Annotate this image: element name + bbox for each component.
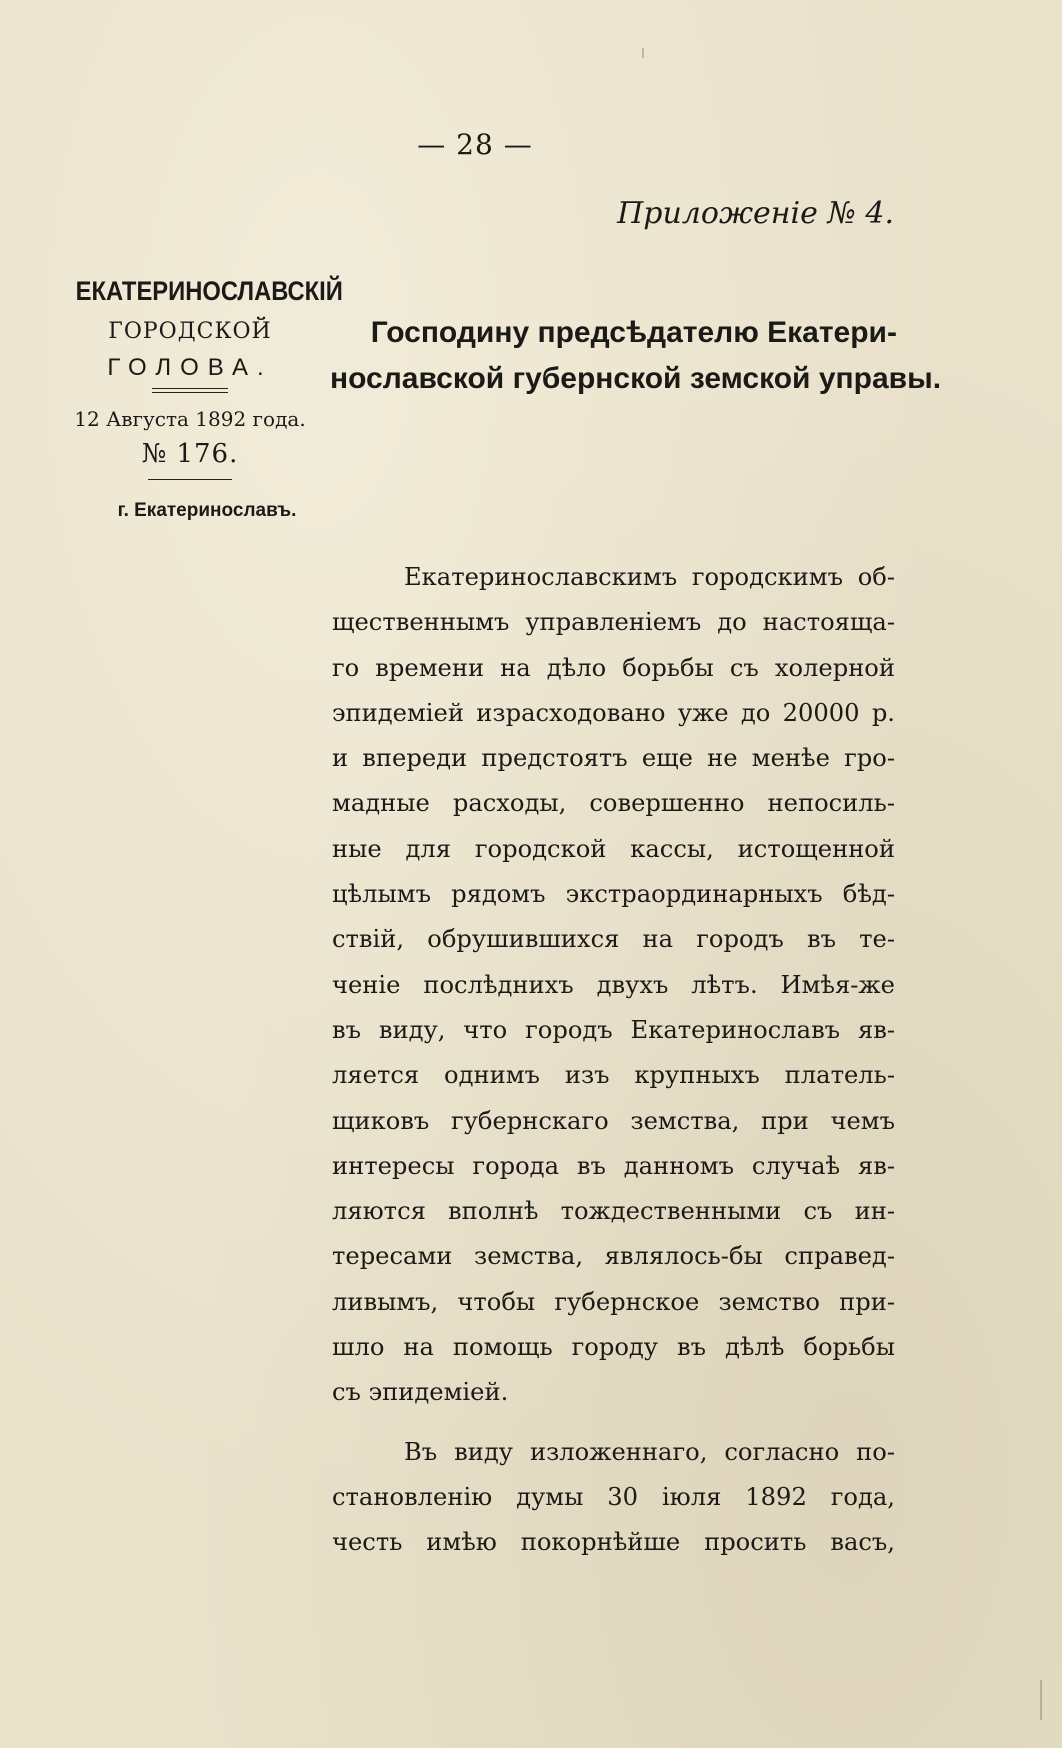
text-line: цѣлымъ рядомъ экстраординарныхъ бѣд- (332, 880, 895, 909)
text-line: интересы города въ данномъ случаѣ яв- (332, 1151, 895, 1180)
text-line: Въ виду изложеннаго, согласно по- (404, 1437, 895, 1466)
text-line: щиковъ губернскаго земства, при чемъ (332, 1106, 895, 1135)
text-line: мадные расходы, совершенно непосиль- (332, 789, 895, 818)
paper-mark (1040, 1680, 1042, 1720)
text-line: и впереди предстоятъ еще не менѣе гро- (332, 744, 895, 773)
appendix-label: Приложенiе № 4. (617, 196, 894, 231)
text-line: честь имѣю покорнѣйше просить васъ, (332, 1528, 895, 1557)
ornamental-rule (152, 388, 228, 393)
text-line: щественнымъ управленiемъ до настояща- (332, 608, 895, 637)
paper-mark (642, 48, 644, 58)
text-line: шло на помощь городу въ дѣлѣ борьбы (332, 1333, 895, 1362)
text-line: эпидемiей израсходовано уже до 20000 р. (332, 698, 895, 727)
letter-body (332, 555, 895, 1566)
sender-role: ГОЛОВА. (107, 354, 273, 381)
sender-subtitle: ГОРОДСКОЙ (108, 319, 272, 344)
text-line: ляются вполнѣ тождественными съ ин- (332, 1197, 895, 1226)
text-line: ченiе послѣднихъ двухъ лѣтъ. Имѣя-же (332, 970, 895, 999)
sender-city: г. Екатеринославъ. (117, 500, 297, 521)
text-line: ливымъ, чтобы губернское земство при- (332, 1287, 895, 1316)
text-line: ствiй, обрушившихся на городъ въ те- (332, 925, 895, 954)
page-number: — 28 — (417, 128, 533, 161)
addressee-block (330, 310, 942, 402)
letter-date: 12 Августа 1892 года. (74, 407, 306, 431)
text-line: съ эпидемiей. (332, 1378, 509, 1407)
divider-rule (148, 479, 232, 480)
text-line: тересами земства, являлось-бы справед- (332, 1242, 895, 1271)
text-line: Екатеринославскимъ городскимъ об- (404, 563, 895, 591)
addressee-line: Господину предсѣдателю Екатери- (370, 316, 897, 349)
text-line: ляется однимъ изъ крупныхъ платель- (332, 1061, 895, 1090)
sender-block (60, 276, 343, 522)
sender-title: ЕКАТЕРИНОСЛАВСКIЙ (75, 276, 343, 306)
text-line: го времени на дѣло борьбы съ холерной (332, 653, 895, 682)
addressee-line: нославской губернской земской управы. (330, 362, 942, 395)
text-line: ные для городской кассы, истощенной (332, 834, 895, 863)
paragraph-gap (332, 1416, 895, 1430)
text-line: въ виду, что городъ Екатеринославъ яв- (332, 1015, 895, 1044)
text-line: становленiю думы 30 iюля 1892 года, (332, 1482, 895, 1511)
letter-number: № 176. (141, 439, 239, 469)
